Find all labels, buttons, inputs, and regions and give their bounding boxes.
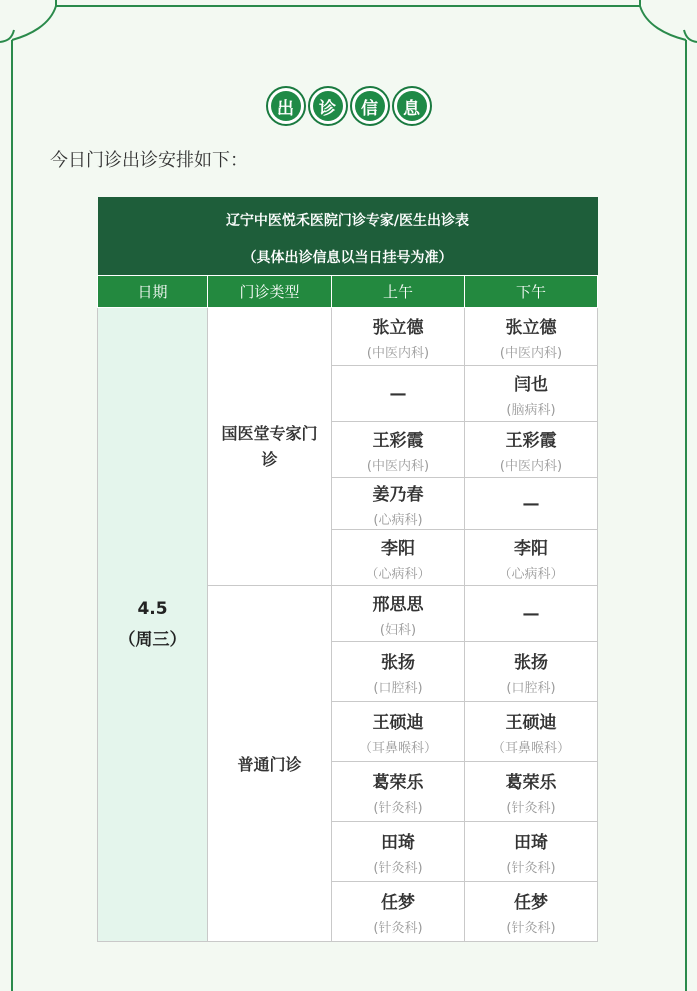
header-date: 日期 xyxy=(98,276,208,308)
pm-doctor: 葛荣乐 (针灸科) xyxy=(465,762,598,822)
table-note: （具体出诊信息以当日挂号为准） xyxy=(98,239,598,276)
date-value: 4.5 xyxy=(137,599,168,619)
am-doctor: 任梦 (针灸科) xyxy=(332,882,465,942)
am-doctor: 田琦 (针灸科) xyxy=(332,822,465,882)
date-cell xyxy=(98,308,208,942)
pm-doctor: — xyxy=(465,586,598,642)
pm-doctor: 张扬 (口腔科) xyxy=(465,642,598,702)
am-doctor: 张扬 (口腔科) xyxy=(332,642,465,702)
header-type: 门诊类型 xyxy=(208,276,332,308)
intro-text: 今日门诊出诊安排如下： xyxy=(50,150,248,171)
am-doctor: 姜乃春 (心病科) xyxy=(332,478,465,530)
clinic-type-expert: 国医堂专家门诊 xyxy=(208,308,332,586)
weekday-value: （周三） xyxy=(118,630,187,650)
pm-doctor: 王彩霞 (中医内科) xyxy=(465,422,598,478)
am-doctor: 李阳 （心病科） xyxy=(332,530,465,586)
am-doctor: 张立德 (中医内科) xyxy=(332,308,465,366)
pm-doctor: 闫也 (脑病科) xyxy=(465,366,598,422)
am-doctor: 王彩霞 (中医内科) xyxy=(332,422,465,478)
pm-doctor: 任梦 (针灸科) xyxy=(465,882,598,942)
header-am: 上午 xyxy=(332,276,465,308)
title-char: 出 xyxy=(266,86,306,126)
am-doctor: 王硕迪 （耳鼻喉科） xyxy=(332,702,465,762)
table-title: 辽宁中医悦禾医院门诊专家/医生出诊表 xyxy=(98,197,598,239)
schedule-table xyxy=(97,197,598,942)
title-char: 信 xyxy=(350,86,390,126)
am-doctor: 邢思思 (妇科) xyxy=(332,586,465,642)
clinic-type-regular: 普通门诊 xyxy=(208,586,332,942)
am-doctor: 葛荣乐 (针灸科) xyxy=(332,762,465,822)
title-char: 诊 xyxy=(308,86,348,126)
pm-doctor: 王硕迪 （耳鼻喉科） xyxy=(465,702,598,762)
header-pm: 下午 xyxy=(465,276,598,308)
pm-doctor: 张立德 (中医内科) xyxy=(465,308,598,366)
pm-doctor: 李阳 （心病科） xyxy=(465,530,598,586)
am-doctor: — xyxy=(332,366,465,422)
pm-doctor: 田琦 (针灸科) xyxy=(465,822,598,882)
section-title xyxy=(0,86,697,130)
pm-doctor: — xyxy=(465,478,598,530)
title-char: 息 xyxy=(392,86,432,126)
